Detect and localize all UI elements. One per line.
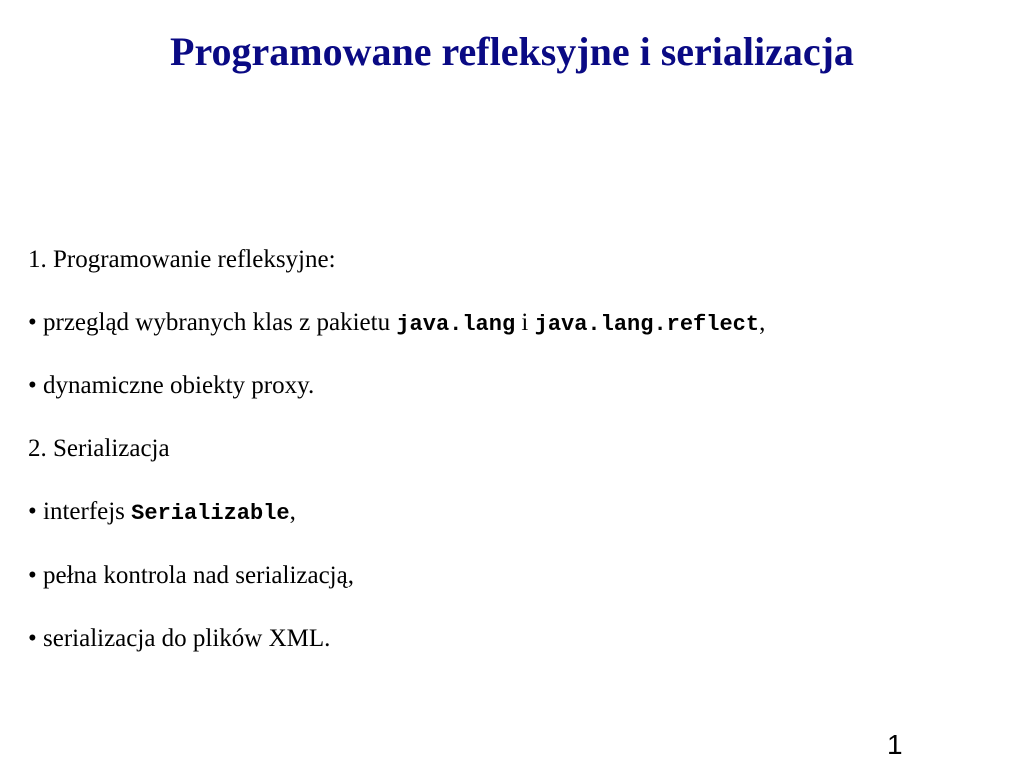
code-java-lang: java.lang: [396, 312, 516, 337]
list-item-proxy: • dynamiczne obiekty proxy.: [28, 372, 315, 399]
list-item-full-control: • pełna kontrola nad serializacją,: [28, 562, 354, 589]
slide-title: Programowane refleksyjne i serializacja: [170, 29, 854, 74]
section-heading-reflection: 1. Programowanie refleksyjne:: [28, 246, 336, 273]
list-item-text: • interfejs: [28, 498, 132, 525]
list-item-serializable: [28, 497, 296, 529]
list-item-text: ,: [289, 498, 296, 525]
code-java-lang-reflect: java.lang.reflect: [534, 312, 760, 337]
list-item-classes: [28, 308, 765, 340]
list-item-text: • przegląd wybranych klas z pakietu: [28, 309, 397, 336]
page-number: 1: [887, 729, 903, 760]
code-serializable: Serializable: [131, 501, 290, 526]
list-item-text: i: [515, 309, 535, 336]
list-item-xml: • serializacja do plików XML.: [28, 625, 331, 652]
list-item-text: ,: [759, 309, 766, 336]
section-heading-serialization: 2. Serializacja: [28, 435, 170, 462]
